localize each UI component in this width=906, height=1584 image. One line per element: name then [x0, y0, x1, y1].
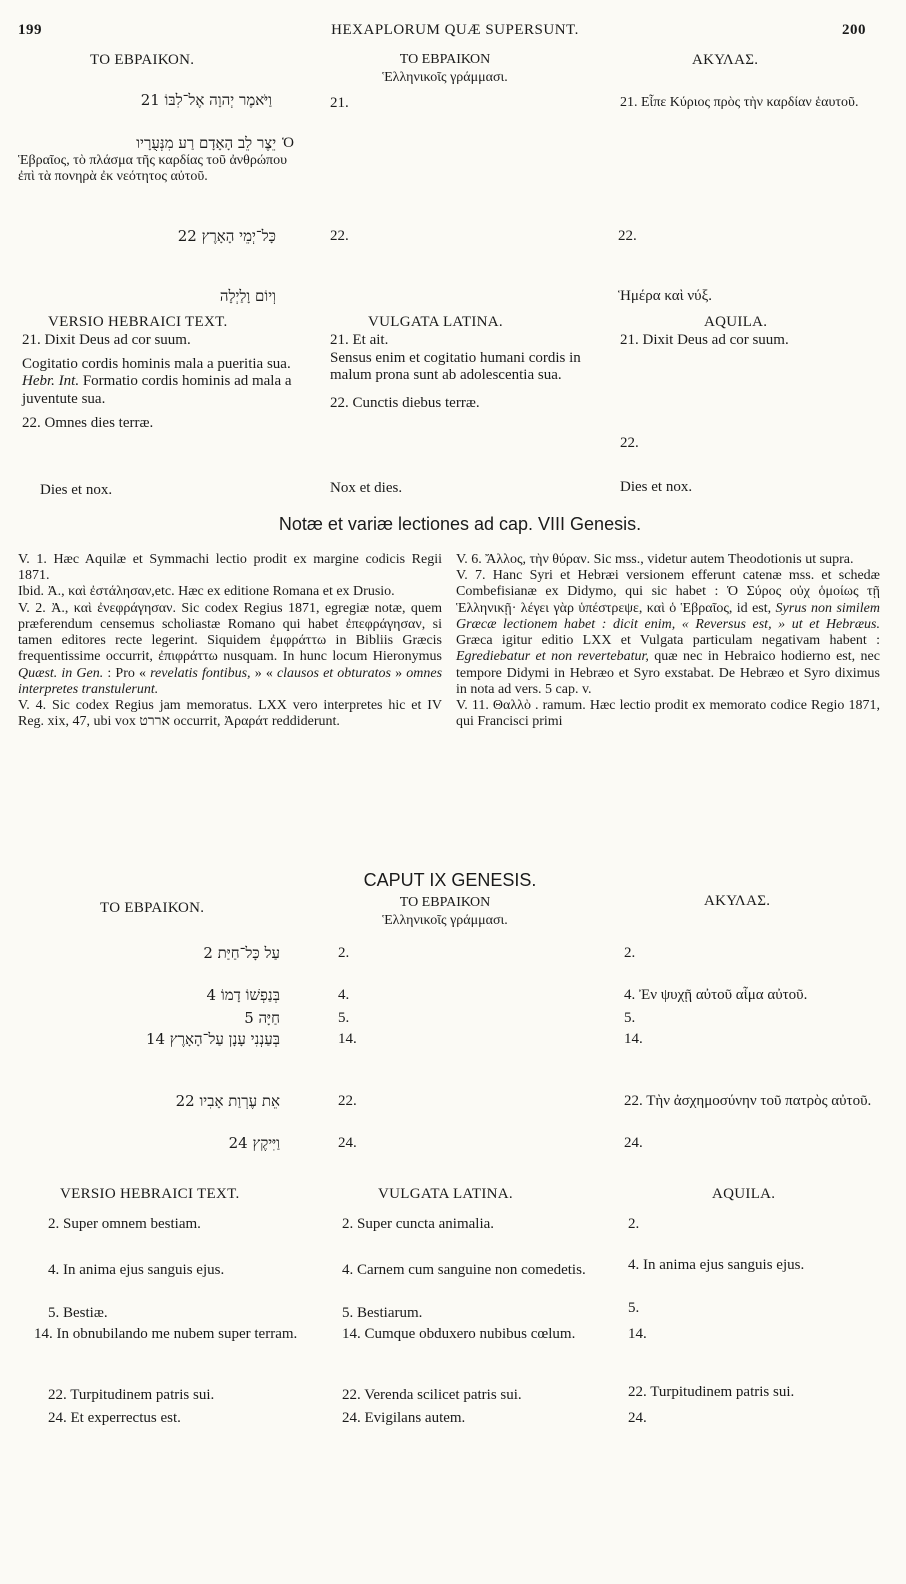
greek-num: 24.	[338, 1135, 357, 1151]
col-head-aquila-latin: AQUILA.	[704, 314, 768, 330]
col-head-vulgata: VULGATA LATINA.	[368, 314, 503, 330]
latin-line: 5. Bestiæ.	[48, 1305, 108, 1321]
notes-left	[18, 552, 442, 731]
vulgata-line: 22. Cunctis diebus terræ.	[330, 395, 480, 412]
latin-line: 2. Super omnem bestiam.	[48, 1216, 201, 1232]
note: V. 1. Hæc Aquilæ et Symmachi lectio prodit ex margine codicis Regii 1871.	[18, 552, 442, 584]
note-italic: revelatis fontibus,	[150, 665, 251, 681]
aquila-latin-line: 21. Dixit Deus ad cor suum.	[620, 332, 789, 348]
latin-line: Cogitatio cordis hominis mala a pueritia sua.	[22, 355, 291, 372]
greek-num: 5.	[338, 1010, 350, 1026]
aquila-line: 4. Ἐν ψυχῇ αὐτοῦ αἷμα αὐτοῦ.	[624, 987, 808, 1003]
vulgata-line: 24. Evigilans autem.	[342, 1410, 466, 1426]
hebrew-line: חַיָּה 5	[244, 1009, 280, 1027]
vulgata-line: 4. Carnem cum sanguine non comedetis.	[342, 1262, 586, 1278]
aquila-line: 22.	[618, 228, 637, 244]
greek-num: 22.	[330, 228, 349, 244]
hebrew-line: וַיִּיקֶץ 24	[228, 1134, 280, 1152]
hebrew-line: בְּנַפְשׁוֹ דָמוֹ 4	[206, 986, 280, 1004]
greek-num: 2.	[338, 945, 350, 961]
col-head-aquila-latin: AQUILA.	[712, 1186, 776, 1202]
col-head-vulgata: VULGATA LATINA.	[378, 1186, 513, 1202]
aquila-line: 5.	[624, 1010, 636, 1026]
note: » «	[250, 665, 277, 681]
gloss-prefix: Ὁ	[282, 135, 294, 151]
col-head-version-hebraici: VERSIO HEBRAICI TEXT.	[60, 1186, 240, 1202]
latin-italic: Hebr. Int.	[22, 373, 80, 390]
latin-line: Dies et nox.	[40, 482, 113, 498]
latin-line: 22. Omnes dies terræ.	[22, 414, 154, 431]
latin-line: 4. In anima ejus sanguis ejus.	[48, 1262, 225, 1278]
latin-line: 14. In obnubilando me nubem super terram.	[34, 1326, 298, 1342]
aquila-latin-line: 4. In anima ejus sanguis ejus.	[628, 1257, 805, 1273]
col-head-aquila: ΑΚΥΛΑΣ.	[692, 52, 759, 68]
note-hebrew: אררט	[139, 714, 170, 730]
aquila-line: 14.	[624, 1031, 643, 1047]
hebrew-line: כָּל־יְמֵי הָאָרֶץ 22	[177, 227, 276, 245]
aquila-line: 24.	[624, 1135, 643, 1151]
hebrew-gloss: Ἑβραῖος, τὸ πλάσμα τῆς καρδίας τοῦ ἀνθρώπου ἐπὶ τὰ πονηρὰ ἐκ νεότητος αὐτοῦ.	[18, 152, 288, 185]
note: V. 6. Ἄλλος, τὴν θύραν. Sic mss., videtur autem Theodotionis ut supra.	[456, 552, 854, 567]
note: Græca igitur editio LXX et Vulgata particulam negativam habent :	[456, 633, 880, 649]
latin-line: 24. Et experrectus est.	[48, 1410, 181, 1426]
latin-line: 22. Turpitudinem patris sui.	[48, 1387, 215, 1403]
col-head-hebrew: ΤΟ ΕΒΡΑΙΚΟΝ.	[90, 52, 195, 68]
col-head-version-hebraici: VERSIO HEBRAICI TEXT.	[48, 314, 228, 330]
note-italic: omnes interpretes transtulerunt.	[18, 665, 443, 697]
note: quæ nec in Hebraico hodierno est, nec tempore Didymi in Hebræo et Syro exstabat. De Hebræo et Syro diximus in nota ad vers. 5 cap. v.	[456, 649, 880, 697]
note: Ibid. Ἀ., καὶ ἐστάλησαν,etc. Hæc ex editione Romana et ex Drusio.	[18, 584, 395, 600]
note: : Pro «	[103, 665, 151, 681]
greek-num: 4.	[338, 987, 350, 1003]
col-head-hebrew-greek-title: ΤΟ ΕΒΡΑΙΚΟΝ	[399, 52, 491, 67]
col-head-hebrew: ΤΟ ΕΒΡΑΙΚΟΝ.	[100, 900, 205, 916]
vulgata-line: 2. Super cuncta animalia.	[342, 1216, 495, 1232]
aquila-line: 21. Εἶπε Κύριος πρὸς τὴν καρδίαν ἑαυτοῦ.	[620, 95, 859, 110]
vulgata-col	[330, 332, 592, 413]
col-head-hebrew-greek-sub: Ἑλληνικοῖς γράμμασι.	[382, 70, 508, 85]
note: V. 4. Sic codex Regius jam memoratus. LXX vero interpretes hic et IV Reg. xix, 47, ubi vox	[18, 698, 442, 730]
hebrew-gloss-block	[18, 135, 294, 186]
note: V. 2. Ἀ., καὶ ἐνεφράγησαν. Sic codex Regius 1871, egregiæ notæ, quem præferendum censemus scholiastæ Romano qui habet ἐπεφράγησαν, si tamen editores recte legerint. Siquidem ἐμφράττω in Bibliis Græcis frequentissime occurrit, ἐπιφράττω nusquam. In hunc locum Hieronymus	[18, 600, 442, 665]
hebrew-line: אֵת עֶרְוַת אָבִיו 22	[175, 1092, 280, 1110]
aquila-line: Ἡμέρα καὶ νύξ.	[618, 288, 713, 304]
greek-num: 22.	[338, 1093, 357, 1109]
hebrew-line: יֵצֶר לֵב הָאָדָם רַע מִנְּעֻרָיו	[136, 134, 277, 152]
latin-line: 21. Dixit Deus ad cor suum.	[22, 332, 191, 348]
latin-line: Formatio cordis hominis ad mala a juventute sua.	[22, 373, 292, 408]
hebrew-line: בְּעַנְנִי עָנָן עַל־הָאָרֶץ 14	[145, 1030, 280, 1048]
note: V. 7. Hanc Syri et Hebræi versionem efferunt catenæ mss. et schedæ Combefisianæ ex Didymo, qui sic habet : Ὁ Σύρος οὐχ ὁμοίως τῇ Ἑλληνικῇ· λέγει γὰρ ὑπέστρεψε, καὶ ὁ Ἑβραῖος, id est,	[456, 568, 880, 616]
aquila-latin-line: 14.	[628, 1326, 647, 1342]
hebrew-line: עַל כָּל־חַיַּת 2	[203, 944, 280, 962]
note-italic: Egrediebatur et non revertebatur,	[456, 649, 649, 665]
aquila-line: 2.	[624, 945, 636, 961]
greek-num: 21.	[330, 95, 349, 111]
vulgata-line: 5. Bestiarum.	[342, 1305, 423, 1321]
aquila-latin-line: 22. Turpitudinem patris sui.	[628, 1384, 795, 1400]
aquila-latin-line: 5.	[628, 1300, 640, 1316]
vulgata-line: 14. Cumque obduxero nubibus cœlum.	[342, 1326, 576, 1342]
aquila-latin-line: 22.	[620, 435, 639, 451]
note-italic: Quæst. in Gen.	[18, 665, 104, 681]
running-title: HEXAPLORUM QUÆ SUPERSUNT.	[331, 22, 579, 38]
vulgata-line: Sensus enim et cogitatio humani cordis in malum prona sunt ab adolescentia sua.	[330, 349, 581, 384]
page-number-right: 200	[842, 22, 866, 38]
col-head-hebrew-greek-sub: Ἑλληνικοῖς γράμμασι.	[382, 913, 508, 928]
note: »	[391, 665, 407, 681]
hebrew-line: וַיֹּאמֶר יְהוָה אֶל־לִבּוֹ 21	[140, 91, 272, 109]
aquila-line: 22. Τὴν ἀσχημοσύνην τοῦ πατρὸς αὐτοῦ.	[624, 1093, 872, 1109]
aquila-latin-line: 24.	[628, 1410, 647, 1426]
col-head-hebrew-greek-title: ΤΟ ΕΒΡΑΙΚΟΝ	[399, 895, 491, 910]
note: V. 11. Θαλλὸ . ramum. Hæc lectio prodit ex memorato codice Regio 1871, qui Francisci primi	[456, 698, 880, 730]
vulgata-line: 22. Verenda scilicet patris sui.	[342, 1387, 522, 1403]
note: occurrit, Ἀραράτ reddiderunt.	[169, 714, 340, 730]
vulgata-line: 21. Et ait.	[330, 332, 389, 348]
page-number-left: 199	[18, 22, 42, 38]
aquila-latin-line: 2.	[628, 1216, 640, 1232]
aquila-latin-line: Dies et nox.	[620, 479, 693, 495]
notes-right	[456, 552, 880, 731]
hebrew-line: וְיוֹם וָלַיְלָה	[219, 287, 276, 305]
col-head-aquila: ΑΚΥΛΑΣ.	[704, 893, 771, 909]
notes-title: Notæ et variæ lectiones ad cap. VIII Genesis.	[278, 514, 642, 534]
chapter-title: CAPUT IX GENESIS.	[363, 870, 537, 890]
latin-hebr-col	[22, 332, 302, 432]
greek-num: 14.	[338, 1031, 357, 1047]
vulgata-line: Nox et dies.	[330, 480, 403, 496]
note-italic: Syrus non similem Græcæ lectionem habet : dicit enim, « Reversus est, » ut et Hebræus.	[456, 600, 880, 632]
note-italic: clausos et obturatos	[276, 665, 391, 681]
